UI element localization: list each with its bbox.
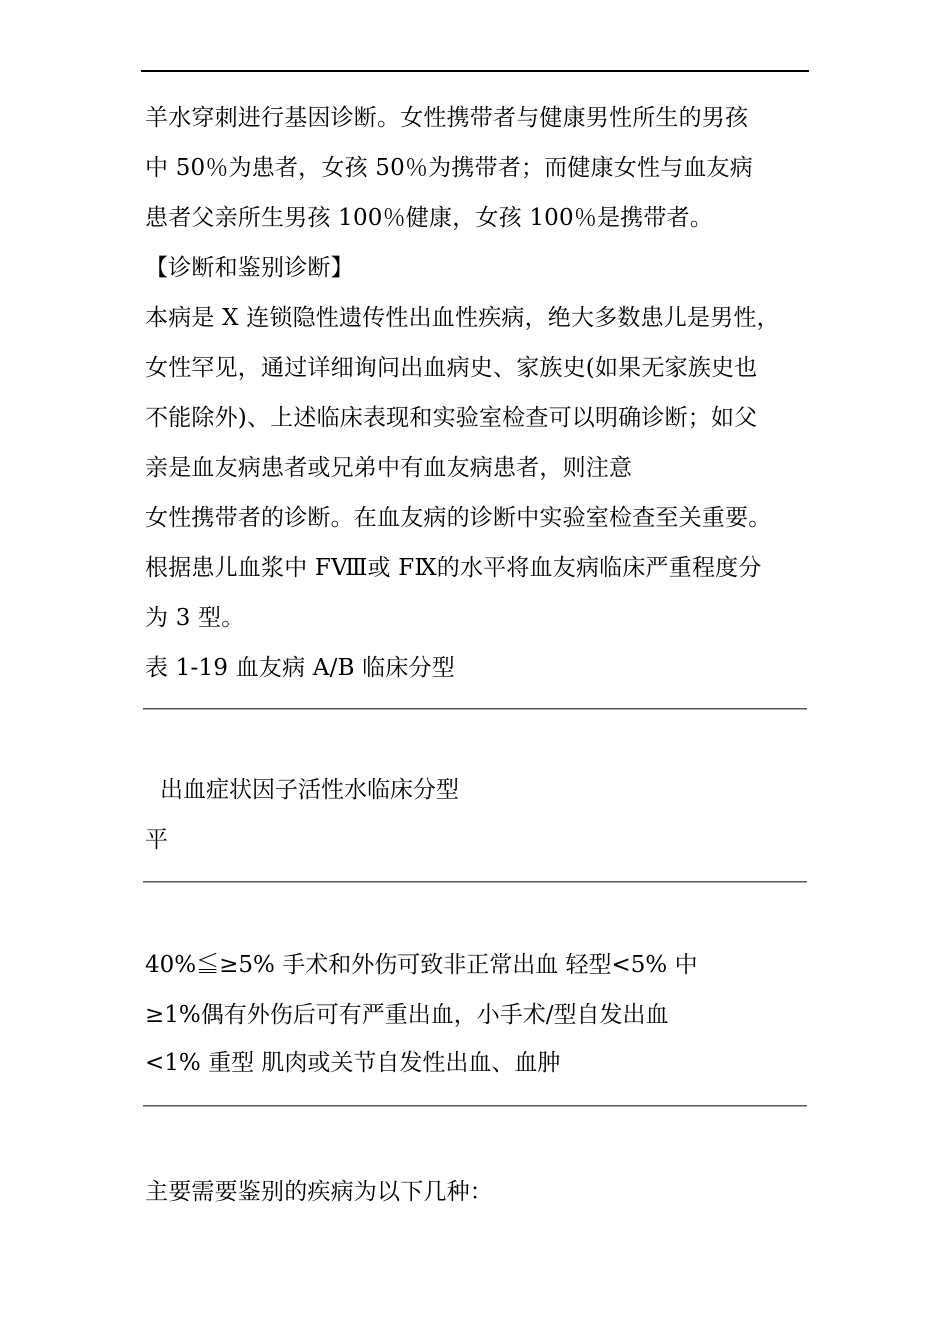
paragraph-line: 中 50％为患者，女孩 50％为携带者；而健康女性与血友病 bbox=[145, 155, 753, 181]
table-header: 出血症状因子活性水临床分型 bbox=[160, 777, 459, 803]
header-rule bbox=[141, 70, 809, 72]
table-caption: 表 1-19 血友病 A/B 临床分型 bbox=[145, 655, 455, 681]
paragraph-line: 患者父亲所生男孩 100％健康，女孩 100％是携带者。 bbox=[145, 205, 714, 231]
paragraph-line: 本病是 X 连锁隐性遗传性出血性疾病，绝大多数患儿是男性， bbox=[145, 305, 780, 331]
table-header-rule bbox=[143, 881, 807, 883]
table-row: <1% 重型 肌肉或关节自发性出血、血肿 bbox=[145, 1050, 561, 1076]
paragraph-line: 女性罕见，通过详细询问出血病史、家族史(如果无家族史也 bbox=[145, 355, 758, 381]
paragraph-line: 亲是血友病患者或兄弟中有血友病患者，则注意 bbox=[145, 455, 633, 481]
paragraph-line: 女性携带者的诊断。在血友病的诊断中实验室检查至关重要。 bbox=[145, 505, 772, 531]
table-bottom-rule bbox=[143, 1105, 807, 1107]
paragraph-line: 根据患儿血浆中 FⅧ或 FⅨ的水平将血友病临床严重程度分 bbox=[145, 555, 762, 581]
table-header-continuation: 平 bbox=[145, 827, 168, 853]
table-row: 40%≦≥5% 手术和外伤可致非正常出血 轻型<5% 中 bbox=[145, 952, 698, 978]
paragraph-line: 为 3 型。 bbox=[145, 605, 245, 631]
paragraph-line: 不能除外)、上述临床表现和实验室检查可以明确诊断；如父 bbox=[145, 405, 758, 431]
section-heading: 【诊断和鉴别诊断】 bbox=[145, 255, 354, 281]
table-row: ≥1%偶有外伤后可有严重出血，小手术/型自发出血 bbox=[145, 1002, 669, 1028]
closing-line: 主要需要鉴别的疾病为以下几种： bbox=[145, 1179, 493, 1205]
paragraph-line: 羊水穿刺进行基因诊断。女性携带者与健康男性所生的男孩 bbox=[145, 105, 749, 131]
table-top-rule bbox=[143, 708, 807, 710]
